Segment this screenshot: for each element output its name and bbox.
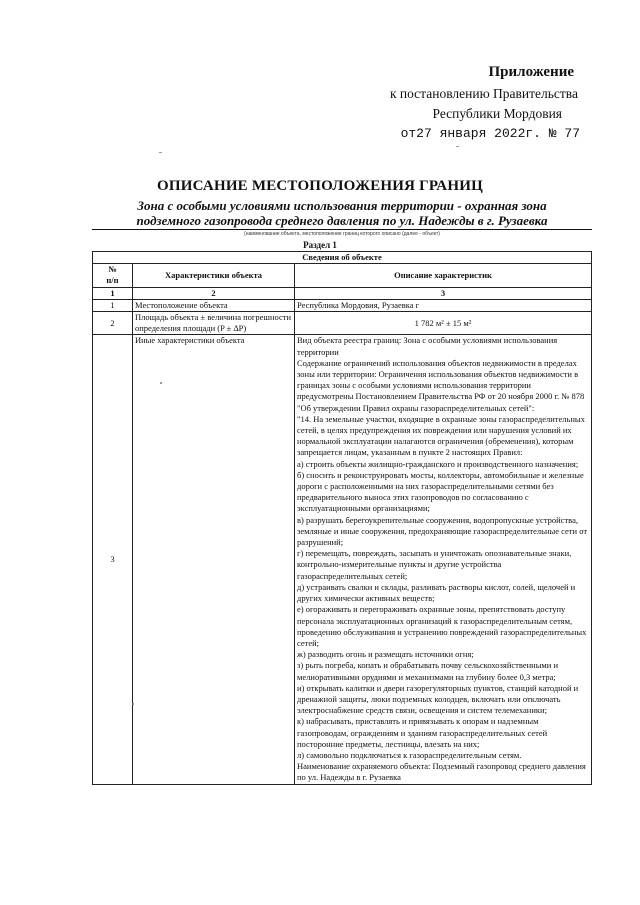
row-characteristic: Местоположение объекта [133,299,295,311]
table-row [93,299,592,311]
appendix-heading: Приложение [488,64,574,80]
row-characteristic: Иные характеристики объекта [133,335,295,784]
description-paragraph: з) рыть погреба, копать и обрабатывать почву сельскохозяйственными и мелиоративными орудиями и механизмами на глубину более 0,3 метра; [297,660,559,682]
description-paragraph: Наименование охраняемого объекта: Подземный газопровод среднего давления по ул. Надежды в г. Рузаевка [297,761,586,783]
object-info-table [92,251,592,785]
description-paragraph: а) строить объекты жилищно-гражданского и производственного назначения; [297,458,579,469]
appendix-government: Республики Мордовия [432,106,562,121]
scan-speck [456,146,459,147]
section-label: Раздел 1 [303,240,337,250]
row-number: 1 [93,299,133,311]
header-num: № п/п [93,264,133,287]
subtitle-line: Зона с особыми условиями использования территории - охранная зона [137,198,547,213]
subtitle-line: подземного газопровода среднего давления по ул. Надежды в г. Рузаевка [136,213,548,228]
description-paragraph: д) устраивать свалки и склады, разливать растворы кислот, солей, щелочей и других химически активных веществ; [297,581,576,604]
index-cell: 1 [93,287,133,299]
row-characteristic: Площадь объекта ± величина погрешности определения площади (P ± ∆P) [133,312,295,335]
subtitle-underline [92,229,592,230]
table-row [93,335,592,784]
scan-speck [159,152,162,153]
row-number: 2 [93,312,133,335]
table-row [93,312,592,335]
index-cell: 2 [133,287,295,299]
table-header-row [93,264,592,287]
description-paragraph: ж) разводить огонь и размещать источники огня; [297,649,474,660]
appendix-date-number: от27 января 2022г. № 77 [400,126,580,141]
description-paragraph: в) разрушать берегоукрепительные сооружения, водопропускные устройства, земляные и иные сооружения, предохраняющие газораспределительные сети от разрушений; [297,514,588,548]
description-paragraph: б) сносить и реконструировать мосты, коллекторы, автомобильные и железные дороги с расположенными на них газораспределительными сетями без предварительного выноса этих газопроводов по согласованию с эксплуатационными организациями; [297,469,584,514]
description-paragraph: л) самовольно подключаться к газораспределительным сетям. [297,749,522,760]
scan-speck [132,703,134,705]
subtitle-note: (наименование объекта, местоположение границ которого описано (далее - объект) [244,231,440,237]
row-number: 3 [93,335,133,784]
document-title: ОПИСАНИЕ МЕСТОПОЛОЖЕНИЯ ГРАНИЦ [157,178,483,194]
description-paragraph: Вид объекта реестра границ: Зона с особыми условиями использования территории [297,335,558,357]
table-caption: Сведения об объекте [93,252,592,264]
row-description [295,335,592,784]
document-subtitle [92,198,592,228]
description-paragraph: и) открывать калитки и двери газорегуляторных пунктов, станций катодной и дренажной защиты, люки подземных колодцев, включать или отключать электроснабжение средств связи, освещения и систем телемеханики; [297,682,579,716]
row-description: Республика Мордовия, Рузаевка г [295,299,592,311]
header-characteristic: Характеристики объекта [133,264,295,287]
description-paragraph: "14. На земельные участки, входящие в охранные зоны газораспределительных сетей, в целях предупреждения их повреждения или нарушения условий их нормальной эксплуатации налагаются ограничения (обременения), которым запрещается лицам, указанным в пункте 2 настоящих Правил: [297,413,585,458]
description-paragraph: Содержание ограничений использования объектов недвижимости в пределах зоны или территории: Ограничения использования объектов недвижимости в границах зоны с особыми условиями использования территории предусмотрены Постановлением Правительства РФ от 20 ноября 2000 г. № 878 "Об утверждении Правил охраны газораспределительных сетей": [297,357,585,413]
appendix-reference: к постановлению Правительства [389,86,578,101]
header-description: Описание характеристик [295,264,592,287]
scan-speck [160,382,162,384]
table-caption-row [93,252,592,264]
description-paragraph: к) набрасывать, приставлять и привязывать к опорам и надземным газопроводам, ограждениям и зданиям газораспределительных сетей посторонние предметы, лестницы, влезать на них; [297,716,548,749]
row-description: 1 782 м² ± 15 м² [295,312,592,335]
index-cell: 3 [295,287,592,299]
description-paragraph: г) перемещать, повреждать, засыпать и уничтожать опознавательные знаки, контрольно-измерительные пункты и другие устройства газораспределительных сетей; [297,548,572,581]
description-paragraph: е) огораживать и перегораживать охранные зоны, препятствовать доступу персонала эксплуатационных организаций к газораспределительным сетям, проведению обслуживания и устранению повреждений газораспределительных сетей; [297,604,587,648]
table-index-row [93,287,592,299]
